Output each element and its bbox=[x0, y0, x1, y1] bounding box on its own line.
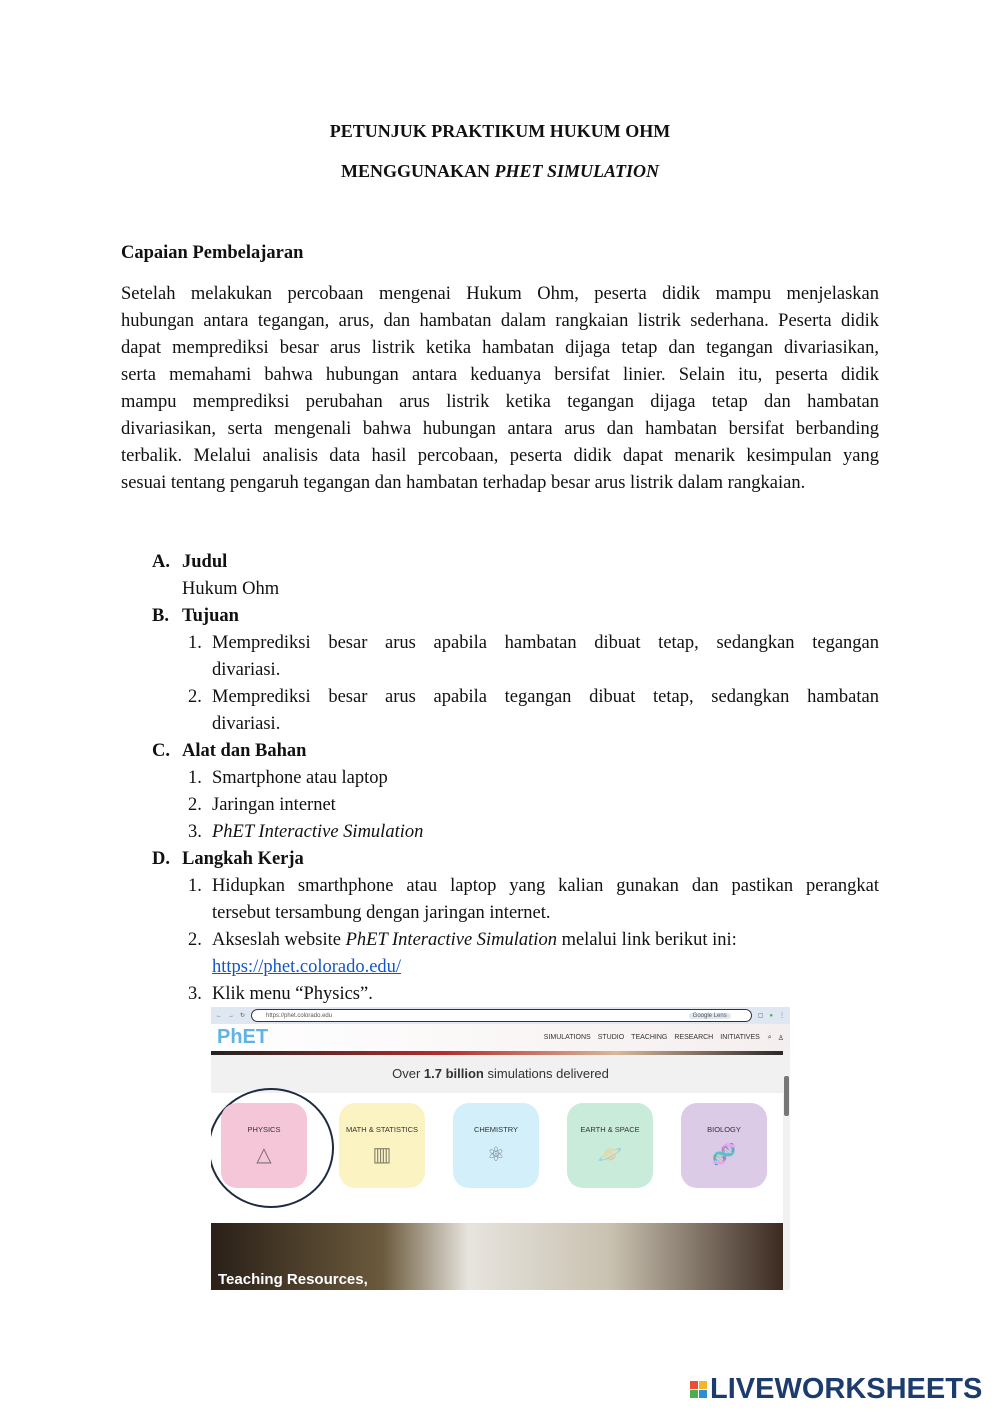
list-number: 1. bbox=[188, 768, 202, 788]
browser-toolbar bbox=[211, 1007, 790, 1024]
nav-item: SIMULATIONS bbox=[543, 1034, 591, 1041]
tile-icon: △ bbox=[256, 1144, 272, 1166]
list-number: 2. bbox=[188, 795, 202, 815]
list-item-cont: divariasi. bbox=[212, 660, 281, 680]
section-a-mark: A. bbox=[152, 552, 170, 572]
phet-logo: PhET bbox=[217, 1026, 269, 1048]
url-text: https://phet.colorado.edu bbox=[266, 1012, 333, 1019]
section-b-mark: B. bbox=[152, 606, 169, 626]
extensions-icon: ▢ bbox=[757, 1013, 764, 1019]
watermark-text: LIVEWORKSHEETS bbox=[710, 1373, 983, 1405]
nav-item: TEACHING bbox=[631, 1034, 668, 1041]
banner-count: 1.7 billion bbox=[423, 1066, 484, 1081]
list-number: 2. bbox=[188, 687, 202, 707]
capaian-heading: Capaian Pembelajaran bbox=[121, 243, 304, 263]
text: Akseslah website bbox=[212, 930, 346, 950]
tile-icon: ▥ bbox=[372, 1144, 392, 1166]
tile-label: EARTH & SPACE bbox=[580, 1125, 640, 1134]
forward-icon: → bbox=[228, 1012, 234, 1019]
section-b-title: Tujuan bbox=[182, 606, 239, 626]
section-c-mark: C. bbox=[152, 741, 170, 761]
scrollbar bbox=[783, 1051, 790, 1290]
category-tile-earth-space bbox=[567, 1103, 653, 1188]
list-item: Jaringan internet bbox=[212, 795, 336, 815]
google-lens-button: Google Lens bbox=[689, 1013, 731, 1019]
nav-item: RESEARCH bbox=[674, 1034, 714, 1041]
nav-item: INITIATIVES bbox=[720, 1034, 760, 1041]
list-item: Hidupkan smarthphone atau laptop yang kalian gunakan dan pastikan perangkat bbox=[212, 876, 879, 896]
list-item: Smartphone atau laptop bbox=[212, 768, 388, 788]
paragraph-line: divariasikan, serta mengenali bahwa hubungan antara arus dan hambatan bersifat berbanding bbox=[121, 419, 879, 439]
tile-label: MATH & STATISTICS bbox=[345, 1125, 419, 1134]
phet-website-screenshot bbox=[211, 1007, 790, 1290]
tile-label: CHEMISTRY bbox=[473, 1125, 519, 1134]
category-tile-physics bbox=[221, 1103, 307, 1188]
paragraph-line: serta memahami bahwa hubungan antara keduanya bersifat linier. Selain itu, peserta didik bbox=[121, 365, 879, 385]
user-icon: ♙ bbox=[777, 1034, 784, 1042]
photo-caption: Teaching Resources, bbox=[218, 1271, 368, 1288]
list-item-cont: tersebut tersambung dengan jaringan internet. bbox=[212, 903, 551, 923]
menu-icon: ⋮ bbox=[779, 1013, 785, 1019]
list-number: 1. bbox=[188, 633, 202, 653]
list-number: 3. bbox=[188, 822, 202, 842]
text-italic: PhET Interactive Simulation bbox=[345, 930, 557, 950]
list-item: PhET Interactive Simulation bbox=[212, 822, 424, 842]
nav-item: STUDIO bbox=[597, 1034, 625, 1041]
category-tile-chemistry bbox=[453, 1103, 539, 1188]
text: melalui link berikut ini: bbox=[556, 930, 737, 950]
banner-text: simulations delivered bbox=[483, 1066, 609, 1081]
section-d-mark: D. bbox=[152, 849, 170, 869]
reload-icon: ↻ bbox=[240, 1013, 246, 1019]
list-item: Klik menu “Physics”. bbox=[212, 984, 373, 1004]
tile-label: PHYSICS bbox=[247, 1125, 281, 1134]
tile-icon: ⚛ bbox=[487, 1144, 505, 1166]
liveworksheets-logo bbox=[690, 1373, 982, 1406]
tile-label: BIOLOGY bbox=[707, 1125, 741, 1134]
logo-squares-icon bbox=[690, 1381, 707, 1398]
list-item bbox=[212, 927, 737, 954]
list-number: 1. bbox=[188, 876, 202, 896]
list-item: Memprediksi besar arus apabila tegangan dibuat tetap, sedangkan hambatan bbox=[212, 687, 879, 707]
profile-icon: ● bbox=[769, 1012, 773, 1019]
title-prefix: MENGGUNAKAN bbox=[340, 161, 495, 181]
category-tile-math-statistics bbox=[339, 1103, 425, 1188]
title-italic: PHET SIMULATION bbox=[494, 161, 660, 181]
phet-nav bbox=[211, 1024, 790, 1051]
tile-icon: 🪐 bbox=[597, 1144, 623, 1166]
title-line-2 bbox=[0, 161, 1000, 182]
section-d-title: Langkah Kerja bbox=[182, 849, 304, 869]
section-c-title: Alat dan Bahan bbox=[182, 741, 307, 761]
back-icon: ← bbox=[216, 1012, 222, 1019]
paragraph-line: dapat memprediksi besar arus listrik ketika hambatan dijaga tetap dan tegangan divariasikan, bbox=[121, 338, 879, 358]
paragraph-line: hubungan antara tegangan, arus, dan hambatan dalam rangkaian listrik sederhana. Peserta didik bbox=[121, 311, 879, 331]
paragraph-line: terbalik. Melalui analisis data hasil percobaan, peserta didik dapat menarik kesimpulan yang bbox=[121, 446, 879, 466]
banner-text: Over bbox=[392, 1066, 424, 1081]
teaching-photo bbox=[211, 1223, 783, 1290]
list-number: 3. bbox=[188, 984, 202, 1004]
tile-icon: 🧬 bbox=[711, 1144, 737, 1166]
nav-items bbox=[544, 1034, 760, 1041]
stats-banner bbox=[211, 1055, 790, 1093]
category-tiles bbox=[211, 1093, 790, 1223]
phet-link[interactable]: https://phet.colorado.edu/ bbox=[212, 957, 402, 977]
paragraph-line: Setelah melakukan percobaan mengenai Hukum Ohm, peserta didik mampu menjelaskan bbox=[121, 284, 879, 304]
category-tile-biology bbox=[681, 1103, 767, 1188]
section-a-body: Hukum Ohm bbox=[182, 579, 280, 599]
list-item-cont: divariasi. bbox=[212, 714, 281, 734]
list-number: 2. bbox=[188, 930, 202, 950]
list-item: Memprediksi besar arus apabila hambatan dibuat tetap, sedangkan tegangan bbox=[212, 633, 879, 653]
address-bar bbox=[251, 1009, 752, 1022]
paragraph-line: sesuai tentang pengaruh tegangan dan hambatan terhadap besar arus listrik dalam rangkaian. bbox=[121, 473, 806, 493]
title-line-1: PETUNJUK PRAKTIKUM HUKUM OHM bbox=[329, 121, 671, 141]
search-icon: ⌕ bbox=[767, 1033, 772, 1041]
section-a-title: Judul bbox=[182, 552, 228, 572]
paragraph-line: mampu memprediksi perubahan arus listrik ketika tegangan dijaga tetap dan hambatan bbox=[121, 392, 879, 412]
